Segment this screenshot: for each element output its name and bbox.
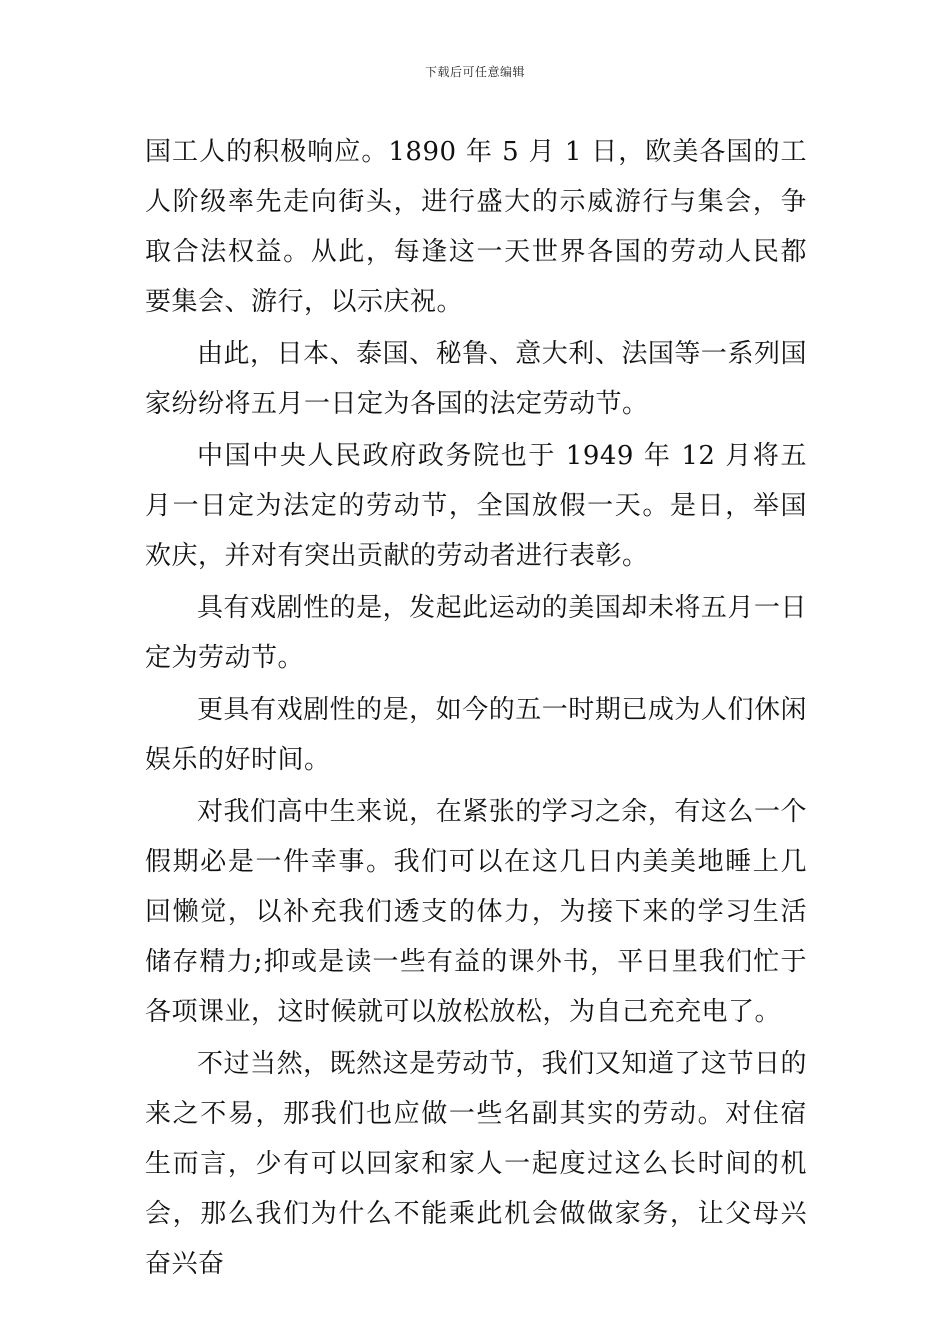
document-body [145, 127, 807, 1291]
paragraph: 不过当然，既然这是劳动节，我们又知道了这节日的来之不易，那我们也应做一些名副其实的劳动。对住宿生而言，少有可以回家和家人一起度过这么长时间的机会，那么我们为什么不能乘此机会做做家务，让父母兴奋兴奋 [145, 1049, 807, 1279]
paragraph-continuation: 国工人的积极响应。1890 年 5 月 1 日，欧美各国的工人阶级率先走向街头，进行盛大的示威游行与集会，争取合法权益。从此，每逢这一天世界各国的劳动人民都要集会、游行，以示庆祝。 [145, 137, 807, 317]
page-header: 下载后可任意编辑 [424, 65, 525, 79]
paragraph: 由此，日本、泰国、秘鲁、意大利、法国等一系列国家纷纷将五月一日定为各国的法定劳动节。 [145, 339, 807, 419]
paragraph: 对我们高中生来说，在紧张的学习之余，有这么一个假期必是一件幸事。我们可以在这几日内美美地睡上几回懒觉，以补充我们透支的体力，为接下来的学习生活储存精力;抑或是读一些有益的课外书，平日里我们忙于各项课业，这时候就可以放松放松，为自己充充电了。 [145, 797, 807, 1027]
paragraph: 更具有戏剧性的是，如今的五一时期已成为人们休闲娱乐的好时间。 [145, 695, 807, 775]
paragraph: 中国中央人民政府政务院也于 1949 年 12 月将五月一日定为法定的劳动节，全国放假一天。是日，举国欢庆，并对有突出贡献的劳动者进行表彰。 [145, 441, 807, 571]
paragraph: 具有戏剧性的是，发起此运动的美国却未将五月一日定为劳动节。 [145, 593, 807, 673]
